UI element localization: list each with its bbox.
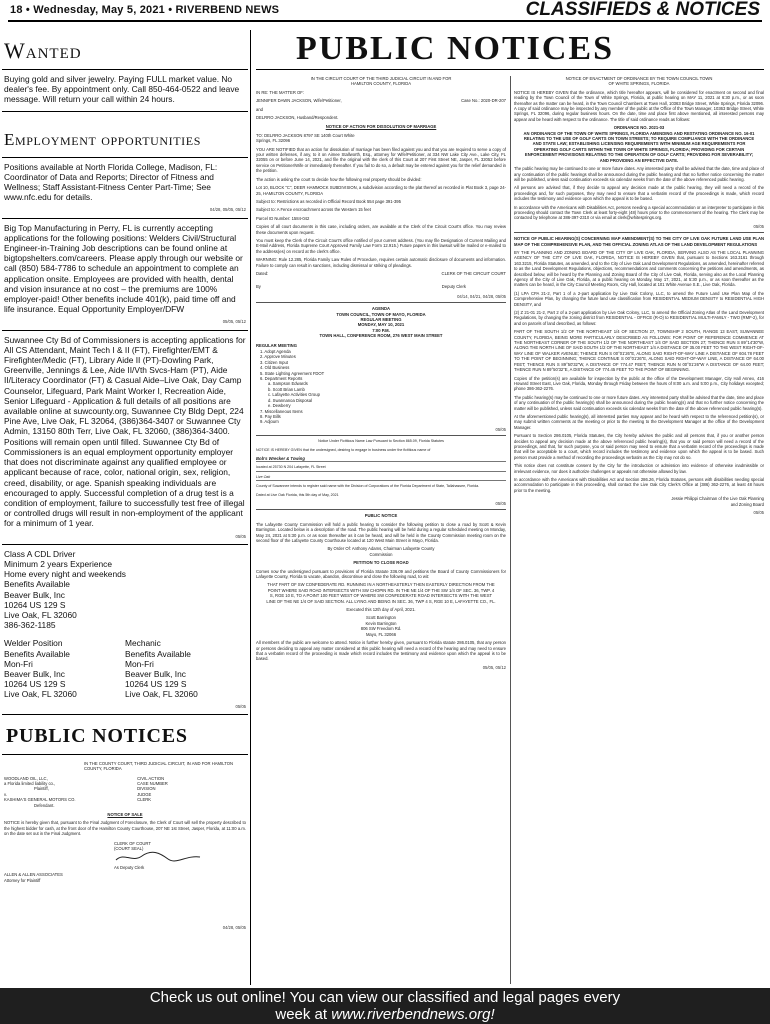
form-line: located at 25730 N 204 Lafayette, FL Street bbox=[256, 465, 506, 471]
agenda-item: 9. Adjourn bbox=[260, 419, 279, 425]
scanned-notice bbox=[2, 755, 248, 933]
scanned-title: NOTICE OF SALE bbox=[107, 812, 143, 818]
job-ad-suwannee bbox=[2, 331, 248, 545]
ad-date: 05/05 bbox=[235, 533, 246, 539]
scanned-sig-line: Attorney for Plaintiff bbox=[4, 877, 41, 883]
form-line: Notice Under Fictitious Name Law Pursuant to Section 865.09, Florida Statutes bbox=[318, 439, 444, 444]
cdl-line: 386-362-1185 bbox=[4, 620, 56, 631]
zoning-body: The public hearing(s) may be continued to one or more future dates. Any interested party shall be advised that the date, time and place of any continuation of the public hearing(s) shall be announced during the public hearing(s) and that no further notice concerning the matter will be published, unless said continuation exceeds six calendar weeks from the date of the above referenced public hearing(s). bbox=[514, 394, 764, 411]
agenda-heading: REGULAR MEETING bbox=[256, 342, 297, 348]
footer-banner bbox=[0, 988, 770, 1024]
scanned-case-line: JUDGE bbox=[137, 791, 152, 797]
welder-line: Benefits Available bbox=[4, 648, 70, 659]
scanned-case-line: CIVIL ACTION bbox=[137, 775, 165, 781]
notice-wife: JENNIFER DAWN JACKSON, Wife/Petitioner, bbox=[256, 98, 342, 104]
scanned-attorney bbox=[4, 872, 246, 883]
welder-line: Beaver Bulk, Inc bbox=[4, 668, 65, 679]
ordinance-title: NOTICE OF ENACTMENT OF ORDINANCE BY THE TOWN COUNCIL TOWN OF WHITE SPRINGS, FLORIDA bbox=[565, 76, 713, 87]
ad-date: 05/05, 05/12 bbox=[222, 319, 246, 325]
form-date: 05/05 bbox=[495, 500, 506, 506]
zoning-legal: PART OF THE SOUTH 1/2 OF THE NORTHEAST 1/4 OF SECTION 27, TOWNSHIP 2 SOUTH, RANGE 13 EAST, SUWANNEE COUNTY, FLORIDA, BEING MORE PARTICULARLY DESCRIBED AS FOLLOWS: FOR POINT OF REFERENCE COMMENCE AT THE NORTHEAST CORNER OF THE SOUTH 1/2 OF THE NORTHEAST 1/4 OF SAID SECTION 27; THENCE RUN S 89°14'30"W, ALONG THE NORTH LINE OF SAID SOUTH 1/2 OF THE NORTHEAST 1/4 A DISTANCE OF 35.00 FEET TO THE WEST RIGHT-OF-WAY LINE OF WALKER AVENUE; THENCE RUN S 00°01'26"E, ALONG SAID RIGHT-OF-WAY LINE A DISTANCE OF 604.78 FEET TO THE POINT OF BEGINNING; THENCE CONTINUE S 00°01'26"E, ALONG SAID RIGHT-OF-WAY LINE, A DISTANCE OF 64.00 FEET; THENCE RUN S 89°50'32"W, A DISTANCE OF 774.47 FEET; THENCE RUN N 00°01'26"W A DISTANCE OF 64.00 FEET; THENCE RUN N 89°50'32"E, A DISTANCE OF 774.45 FEET TO THE POINT OF BEGINNING. bbox=[514, 329, 764, 373]
public-notices-small-header bbox=[2, 719, 248, 755]
agenda-date-stamp: 05/05 bbox=[495, 426, 506, 432]
ordinance-body: In accordance with the Americans with Disabilities Act, persons needing a special accommodation or an interpreter to participate in this proceeding should contact the Town Clerk at least forty-eight (48) hours prior to the commencement of the hearing. The Clerk may be contacted by telephone at 386-397-2310 or via email at clerk@whitesprings.org. bbox=[514, 204, 764, 221]
scanned-sig-line: As Deputy Clerk bbox=[114, 864, 145, 870]
scanned-case-line: CLERK bbox=[137, 797, 152, 803]
ordinance-date: 05/05 bbox=[753, 223, 764, 229]
agenda-item: d. Swannanoa Disposal bbox=[268, 397, 312, 403]
welder-line: 10264 US 129 S bbox=[4, 679, 66, 690]
notice-dated: Dated: bbox=[256, 270, 269, 276]
marriage-notice bbox=[256, 76, 506, 303]
zoning-body: Pursuant to Section 286.0105, Florida Statutes, the City hereby advises the public and all persons that, if you or another person decides to appeal any decision made at the above referenced public hearing(s), that you or said person will need a record of the proceedings, and that, for such purpose, you or said person may need to ensure that a verbatim record of the proceedings is made that will be acceptable to a court, which record includes the testimony and evidence upon which the appeal is to be based. Such person must provide a method of recording the proceedings verbatim as the City may not do so. bbox=[514, 433, 764, 460]
notice-body: Copies of all court documents in this case, including orders, are available at the Clerk of the Circuit Court's office. You may review these documents upon request. bbox=[256, 224, 506, 235]
employment-title: Employment opportunities bbox=[4, 129, 201, 149]
agenda-time: 7:00 P.M. bbox=[372, 327, 390, 333]
cdl-line: Home every night and weekends bbox=[4, 569, 126, 580]
road-executed: Executed this 12th day of April, 2021. bbox=[346, 607, 416, 613]
notice-body: Parcel ID Number: 1584-042 bbox=[256, 215, 310, 221]
ordinance-body: All persons are advised that, if they decide to appeal any decision made at the public hearing, they will need a record of the proceedings and, for such purposes, they may need to ensure that a verbatim record of the proceedings is made, which record includes the testimony and evidence upon which the appeal is to be based. bbox=[514, 185, 764, 202]
road-signers bbox=[256, 615, 506, 637]
agenda-item: c. Lafayette Activities Group bbox=[268, 392, 320, 398]
agenda-item: b. Scott Brian Lamb bbox=[268, 386, 305, 392]
mechanic-line: Mechanic bbox=[125, 638, 161, 649]
scanned-party: KASHIMA'S GENERAL MOTORS CO. bbox=[4, 797, 76, 803]
notice-matter: IN RE: THE MATTER OF: bbox=[256, 89, 305, 95]
ordinance-body: NOTICE IS HEREBY GIVEN that the ordinance, which title hereafter appears, will be considered for enactment on second and final reading by the Town Council of the Town of White Springs, Florida, at public hearing on MAY 11, 2021 at 6:30 p.m., or as soon thereafter as the matter can be heard, in the Town Council Chambers at Town Hall, 10363 Bridge Street, White Springs, Florida 32096. A copy of said ordinance may be inspected by any member of the public at the Office of the Town Manager, 10363 Bridge Street, White Springs, FL 32096, during regular business hours. On the date, time and place first above mentioned, all interested persons may appear and be heard with respect to the ordinance. The title of said ordinance reads as follows: bbox=[514, 89, 764, 122]
scanned-parties bbox=[4, 776, 137, 808]
form-line: NOTICE IS HEREBY GIVEN that the undersigned, desiring to engage in business under the fictitious name of bbox=[256, 447, 431, 452]
job-ad-text: Positions available at North Florida College, Madison, FL: Coordinator of Data and Reports; Director of Fitness and Wellness; Staff Assistant-Fitness Center Part-Time; See www.nfc.edu for details. bbox=[4, 161, 218, 203]
road-title: PUBLIC NOTICE bbox=[364, 513, 398, 519]
notice-deputy: Deputy Clerk bbox=[441, 284, 466, 290]
agenda-meeting: REGULAR MEETING bbox=[360, 317, 402, 322]
agenda-list bbox=[256, 349, 506, 425]
page-header bbox=[8, 0, 762, 22]
footer-line-1: Check us out online! You can view our classified and legal pages every bbox=[149, 989, 621, 1006]
ordinance-name: AN ORDINANCE OF THE TOWN OF WHITE SPRINGS, FLORIDA AMENDING AND RESTATING ORDINANCE NO. 16-01 RELATING TO THE USE OF GOLF CARTS ON TOWN STREETS; TO REQUIRE COMPLIANCE WITH THE ORDINANCE AND STATE LAW; ESTABLISHING LICENSING REQUIREMENTS WITH MINIMUM AGE REQUIREMENTS FOR OPERATING GOLF CARTS WITHIN THE TOWN OF WHITE SPRINGS, FLORIDA; PROVIDING FOR CERTAIN ENFORCEMENT PROVISIONS RELATING TO THE OPERATION OF GOLF CARTS; PROVIDING FOR SEVERABILITY; AND PROVIDING AN EFFECTIVE DATE. bbox=[523, 130, 755, 163]
ad-date: 04/28, 05/05 bbox=[222, 925, 246, 931]
road-petition: Comes now the undersigned pursuant to provisions of Florida Statute 336.09 and petitions the Board of County Commissioners for Lafayette County, Florida to vacate, abandon, discontinue and close the following road, to wit: bbox=[256, 568, 506, 580]
public-notices-title: PUBLIC NOTICES bbox=[296, 30, 615, 67]
website-link[interactable]: www.riverbendnews.org! bbox=[331, 1006, 495, 1023]
ordinance-number: ORDINANCE NO. 2021-03 bbox=[613, 125, 665, 131]
agenda-place: TOWN HALL, CONFERENCE ROOM, 276 WEST MAIN STREET bbox=[319, 333, 443, 339]
agenda-notice bbox=[256, 303, 506, 436]
handwritten-signature bbox=[114, 851, 204, 863]
scanned-sig-line: CLERK OF COURT bbox=[114, 840, 151, 846]
agenda-item: 5. State Lighting Agreement FDOT bbox=[260, 370, 325, 376]
agenda-item: a. Sampson Edwards bbox=[268, 381, 308, 387]
zoning-signer: Jessie Philippi Chairman of the Live Oak Planning and Zoning Board bbox=[671, 496, 764, 507]
job-ad-text: Suwannee Cty Bd of Commissioners is accepting applications for All CS Attendant, Maint Tech I & II (FT), Firefighter/EMT & Firefighter/Medic (FT), Library Aide II (PT)-Dowling Park, Greenville, Jennings & Lee, Aide II/Vth Svcs-Ham (PT), Aide II/Literacy Coordinator (FT) & Casual Aide–Live Oak, Day Camp Counselor, Lifeguard, Park Maint Worker I, Recreation Aide, Senior Lifeguard - Application & full details of all positions are available online at suwcounty.org, Suwannee Cty Bldg Dept, 224 Pine Ave, Live Oak, FL 32064, (386)364-3407 or Suwannee Cty Admin, 13150 80th Terr, Live Oak, FL 32060, (386)364-3400. Positions will remain open until filled. Suwannee Cty Bd of Commissioners is an equal employment opportunity employer that does not discriminate against any qualified employee or applicant because of race, color, national origin, sex, religion, creed, disability, or age. Spanish speaking individuals are encouraged to apply. Successful completion of a drug test is a condition of employment, failure to successfully test free of illegal or controlled drugs will result in non-employment of the applicant for a minimum of 1 year. bbox=[4, 334, 246, 529]
agenda-item: 8. Pay Bills bbox=[260, 413, 281, 419]
zoning-body: (2) Z 21-01 21-2, Part 2 of a 2-part application by Live Oak Colony, LLC, to amend the Official Zoning Atlas of the Land Development Regulations, by changing the zoning district from RESIDENTIAL - OFFICE (R-O) to RESIDENTIAL MULTI-FAMILY - TWO (RMF-2), for and on parcels of land described, as follows: bbox=[514, 310, 764, 326]
zoning-body: BY THE PLANNING AND ZONING BOARD OF THE CITY OF LIVE OAK, FLORIDA, SERVING ALSO AS THE LOCAL PLANNING AGENCY OF THE CITY OF LIVE OAK, FLORIDA, NOTICE IS HEREBY GIVEN that, pursuant to Sections 163.3161 through 163.3215, Florida Statutes, as amended, and to the City of Live Oak Land Development Regulations, as amended, hereinafter referred to as the Land Development Regulations, objections, recommendations and comments concerning the petitions and amendments, as described below, will be heard by the Planning and Zoning Board of the City of Live Oak, Florida, serving also as the Local Planning Agency of the City of Live Oak, Florida, at a public hearing on Monday, May 17, 2021, at 5:30 p.m., or as soon thereafter as the matters can be heard, in the City Council Meeting Room, City Hall, located at 101 White Avenue S.E., Live Oak, Florida. bbox=[514, 249, 764, 288]
agenda-item: 7. Miscellaneous Items bbox=[260, 408, 303, 414]
form-name: Bob's Wrecker & Towing bbox=[256, 456, 506, 462]
scanned-signature bbox=[114, 841, 246, 871]
mechanic-line: Mon-Fri bbox=[125, 658, 154, 669]
notice-court: IN THE CIRCUIT COURT OF THE THIRD JUDICIAL CIRCUIT IN AND FOR HAMILTON COUNTY, FLORIDA bbox=[310, 76, 452, 87]
mechanic-line: 10264 US 129 S bbox=[125, 679, 187, 690]
road-signer: Mayo, FL 32066 bbox=[365, 631, 397, 637]
zoning-notice bbox=[514, 233, 764, 515]
wanted-title: Wanted bbox=[4, 38, 82, 63]
notice-title: NOTICE OF ACTION FOR DISSOLUTION OF MARRIAGE bbox=[325, 124, 437, 130]
page-info: 18 • Wednesday, May 5, 2021 • RIVERBEND NEWS bbox=[10, 4, 280, 16]
welder-col bbox=[4, 638, 125, 699]
cdl-line: Benefits Available bbox=[4, 579, 70, 590]
notice-clerk: CLERK OF THE CIRCUIT COURT bbox=[441, 270, 506, 276]
form-notice bbox=[256, 436, 506, 510]
cdl-line: Minimum 2 years Experience bbox=[4, 558, 112, 569]
wanted-header bbox=[2, 30, 248, 70]
job-ad-bigtop bbox=[2, 219, 248, 331]
agenda-item: 3. Citizen Input bbox=[260, 359, 288, 365]
scanned-case-line: CASE NUMBER bbox=[137, 780, 168, 786]
agenda-date: MONDAY, MAY 10, 2021 bbox=[357, 322, 405, 328]
agenda-item: 6. Department Reports bbox=[260, 376, 303, 382]
road-signer: Scott Barrington bbox=[365, 615, 397, 621]
agenda-town: TOWN COUNCIL, TOWN OF MAYO, FLORIDA bbox=[336, 311, 426, 317]
mechanic-line: Beaver Bulk, Inc bbox=[125, 668, 186, 679]
section-title: CLASSIFIEDS & NOTICES bbox=[525, 0, 760, 20]
footer-prefix: week at bbox=[275, 1006, 328, 1023]
ordinance-body: The public hearing may be continued to one or more future dates. Any interested party shall be advised that the date, time and place of any continuation of the public hearings shall be announced during the public hearing and that no further notice concerning the matter will be published, unless said continuation exceeds six calendar weeks from the date of the above referenced public hearing. bbox=[514, 166, 764, 182]
form-city: Live Oak bbox=[256, 475, 506, 481]
employment-header bbox=[2, 118, 248, 158]
road-signer: Kevin Barrington bbox=[365, 620, 397, 626]
mechanic-line: Benefits Available bbox=[125, 648, 191, 659]
road-date: 05/05, 05/12 bbox=[482, 664, 506, 670]
notice-and: and bbox=[256, 106, 263, 112]
scanned-case bbox=[137, 776, 246, 808]
cdl-line: Live Oak, FL 32060 bbox=[4, 609, 77, 620]
agenda-title: AGENDA bbox=[371, 306, 391, 312]
scanned-party: v. bbox=[4, 791, 7, 797]
zoning-body: This notice does not constitute consent by the City for the introduction or admission into evidence of otherwise inadmissible or irrelevant evidence, nor does it authorize challenges or appeals not otherwise allowed by law. bbox=[514, 463, 764, 474]
wanted-ad-text: Buying gold and silver jewelry. Paying FULL market value. No dealer's fee. By appointment only. Call 850-464-0522 and leave message. Will return your call within 24 hours. bbox=[4, 74, 240, 105]
notice-by: By bbox=[256, 284, 261, 290]
notice-date: 04/14, 04/21, 04/28, 05/05 bbox=[457, 293, 506, 299]
agenda-item: e. Dewberry bbox=[268, 403, 291, 409]
zoning-body: In accordance with the Americans with Disabilities Act and Section 286.26, Florida Statutes, persons with disabilities needing special accommodation to participate in this proceeding, shall contact the Live Oak City Clerk's Office at (386) 362-2276, at least 48 hours prior to the meeting. bbox=[514, 477, 764, 493]
road-signer: 806 SW Freedom Rd. bbox=[360, 626, 402, 632]
road-body: The Lafayette County Commission will hold a public hearing to consider the following petition to close a road by Scott & Kevin Barrington. Located below is a description of the road. The public hearing will be held during a regular scheduled meeting on Monday, May 24, 2021 at 5:30 p.m. or as soon thereafter as it can be heard, and will be held in the County Commission meeting room on the second floor of the Lafayette County Courthouse located at 120 West Main Street in Mayo, Florida. bbox=[256, 521, 506, 543]
ad-date: 05/05 bbox=[235, 703, 246, 709]
job-ad-text: Big Top Manufacturing in Perry, FL is currently accepting applications for the following positions: Welders Civil/Structural Engineer-in-Training Job descriptions can be found online at bigtopshelters.com/careers. Please apply through our website or call (850) 584-7786 to schedule an appointment to complete an application onsite. Employees are provided with health, dental and vision insurance at no cost – the premiums are 100% employer-paid! Other benefits include 401(k), paid time off and life insurance. Equal Opportunity Employer/DFW bbox=[4, 222, 243, 315]
job-ad-nfc bbox=[2, 158, 248, 219]
welder-line: Welder Position bbox=[4, 638, 63, 649]
scanned-party: a Florida limited liability co., bbox=[4, 780, 56, 786]
zoning-title: NOTICE OF PUBLIC HEARING(S) CONCERNING MAP AMENDMENT(S) TO THE CITY OF LIVE OAK FUTURE LAND USE PLAN MAP OF THE COMPREHENSIVE PLAN, AND THE OFFICIAL ZONING ATLAS OF THE LAND DEVELOPMENT REGULATIONS bbox=[514, 236, 764, 247]
mechanic-col bbox=[125, 638, 246, 699]
road-notice bbox=[256, 510, 506, 673]
form-line: County of Suwannee intends to register said name with the Division of Corporations of the Florida Department of State, Tallahassee, Florida. bbox=[256, 484, 480, 489]
form-dated: Dated at Live Oak Florida, this 5th day of May, 2021 bbox=[256, 492, 339, 497]
scanned-case-line: DIVISION bbox=[137, 786, 156, 792]
zoning-date: 05/05 bbox=[753, 510, 764, 516]
notice-to: TO: DELRRO JACKSON 8797 SE 140th Court White Springs, FL 32096 bbox=[256, 132, 355, 144]
wanted-ad bbox=[2, 70, 248, 112]
mechanic-line: Live Oak, FL 32060 bbox=[125, 689, 198, 700]
left-column bbox=[2, 30, 248, 985]
welder-line: Mon-Fri bbox=[4, 658, 33, 669]
notice-body: You must keep the Clerk of the Circuit Court's office notified of your current address. (You may file Designation of Current Mailing and E-Mail Address, Florida Supreme Court Approved Family Law Form 12.915.) Future papers in this lawsuit will be mailed or e-mailed to the address(es) on record at the clerk's office. bbox=[256, 237, 506, 254]
scanned-sig-line: (COURT SEAL) bbox=[114, 846, 144, 852]
notice-body: Lot 10, BLOCK "C", DEER HAMMOCK SUBDIVISION, a subdivision according to the plat thereof as recorded in Plat Book 3, page 24-25, HAMILTON COUNTY, FLORIDA bbox=[256, 185, 506, 196]
column-divider bbox=[510, 76, 511, 984]
scanned-text: NOTICE is hereby given that, pursuant to the Final Judgment of Foreclosure, the Clerk of Court will sell the property described to the highest bidder for cash, at the front door of the Hamilton County Courthouse, 207 NE 1st Street, Jasper, Florida, at 11:00 a.m. on the date set out in the Final Judgment. bbox=[4, 820, 246, 837]
ad-date: 04/28, 05/05, 05/12 bbox=[209, 207, 246, 213]
cdl-line: Class A CDL Driver bbox=[4, 548, 76, 559]
scanned-sig-line: ALLEN & ALLEN ASSOCIATES bbox=[4, 872, 63, 878]
zoning-body: Copies of the petition(s) are available for inspection by the public at the office of the Development Manager, City Hall Annex, 416 Howard Street East, Live Oak, Florida, Monday through Friday between the hours of 8:00 a.m. and 5:00 p.m., City holidays excepted; phone 386-362-2276. bbox=[514, 375, 764, 392]
zoning-body: (1) LPA CPA 21-2, Part 1 of a 2-part application by Live Oak Colony, LLC, to amend the Future Land Use Plan Map of the Comprehensive Plan, by changing the future land use classification from RESIDENTIAL MEDIUM DENSITY to RESIDENTIAL HIGH DENSITY, and bbox=[514, 290, 764, 307]
road-description: THAT PART OF SW CONFEDERATE RD. RUNNING IN A NORTHEASTERLY THEN EASTERLY DIRECTION FROM THE POINT WHERE SAID ROAD INTERSECTS WITH SW CHOPIN RD. IN THE NE 1/4 OF THE SW 1/4 OF SEC. 36, TWP. 4 S, RGE 10 E, TO A POINT 100 FEET WEST OF WHERE SW CONFEDERATE ROAD INTERSECTS WITH THE WEST LINE OF THE NE 1/4 OF SAID SECTION. ALL LYING AND BEING IN SEC. 36, TWP 4 S, RGE 10 E, LAFAYETTE CO., FL. bbox=[266, 582, 496, 604]
welder-line: Live Oak, FL 32060 bbox=[4, 689, 77, 700]
agenda-item: 2. Approve Minutes bbox=[260, 354, 296, 360]
road-order: By Order Of: Anthony Adams, Chairman Lafayette County Commission bbox=[327, 546, 435, 557]
public-notices-small-title: PUBLIC NOTICES bbox=[6, 724, 188, 747]
notice-body: YOU ARE NOTIFIED that an action for dissolution of marriage has been filed against you and that you are required to serve a copy of your written defenses, if any, to it on Aimee Stallworth, Esq., attorney for Wife/Petitioner, at 334 NW Lake City Ave., Lake City, FL 32055 on or before June 14, 2021, and file the original with the clerk of this Court at 207 First Street NE, Jasper, FL 32052 before service on Petitioner/Wife or immediately thereafter. If you fail to do so, a default may be entered against you for the relief demanded in the petition. bbox=[256, 146, 506, 174]
road-petition-title: PETITION TO CLOSE ROAD bbox=[353, 560, 409, 566]
scanned-party: Plaintiff, bbox=[34, 786, 49, 792]
public-notices-banner bbox=[256, 30, 764, 70]
middle-column bbox=[256, 76, 506, 986]
zoning-body: At the aforementioned public hearing(s), all interested parties may appear and be heard with respect to the referenced petition(s), or may submit written comments at the meeting or prior to the meeting to the Development Manager at the office of the Development Manager. bbox=[514, 413, 764, 430]
scanned-party: Defendant. bbox=[34, 802, 55, 808]
notice-case: Case No.: 2020-DR-207 bbox=[461, 98, 506, 104]
road-closing: All members of the public are welcome to attend. Notice is further hereby given, pursuant to Florida statute 286.0105, that any person or persons deciding to appeal any matter considered at this public hearing will need a record of the hearing and may need to ensure that a verbatim record of the proceeding is made which record includes the testimony and evidence upon which the appeal is to be based. bbox=[256, 640, 506, 662]
agenda-item: 4. Old Business bbox=[260, 365, 290, 371]
notice-husband: DELRRO JACKSON, Husband/Respondent. bbox=[256, 115, 339, 121]
notice-body: The action is asking the court to decide how the following real property should be divided: bbox=[256, 176, 422, 182]
notice-body: WARNING: Rule 12.285, Florida Family Law Rules of Procedure, requires certain automatic disclosure of documents and information. Failure to comply can result in sanctions, including dismissal or striking of pleadings. bbox=[256, 257, 506, 268]
notice-body: Subject to: Restrictions as recorded in Official Record Book 554 page 391-395 bbox=[256, 198, 401, 204]
scanned-court: IN THE COUNTY COURT, THIRD JUDICIAL CIRCUIT, IN AND FOR HAMILTON COUNTY, FLORIDA bbox=[84, 760, 233, 772]
agenda-item: 1. Adopt Agenda bbox=[260, 349, 291, 355]
notice-body: Subject to: A Fence encroachment across the Western 15 feet bbox=[256, 207, 371, 213]
cdl-line: 10264 US 129 S bbox=[4, 599, 66, 610]
ordinance-notice bbox=[514, 76, 764, 233]
cdl-ad bbox=[2, 545, 248, 715]
right-column bbox=[514, 76, 764, 986]
cdl-line: Beaver Bulk, Inc bbox=[4, 589, 65, 600]
scanned-party: WOODLAND OIL, LLC, bbox=[4, 775, 48, 781]
column-divider bbox=[250, 30, 251, 985]
